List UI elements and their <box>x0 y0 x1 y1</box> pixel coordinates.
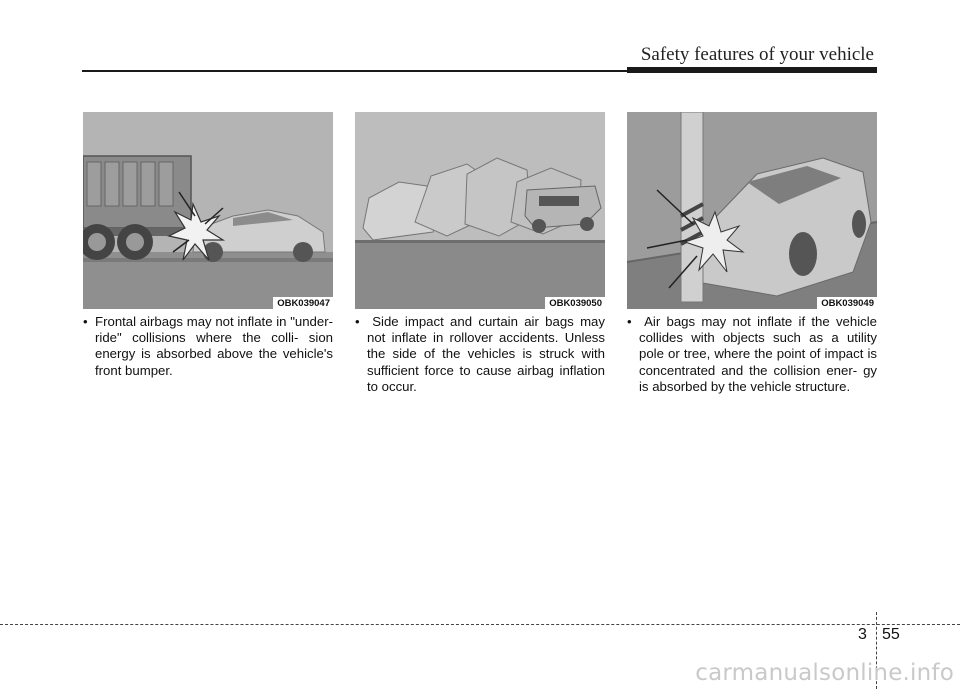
bullet-mark: • <box>355 314 360 329</box>
car-rollover-illustration <box>355 112 605 309</box>
bullet-text: Air bags may not inflate if the vehicle collides with objects such as a utility pole or tree, where the point of impact is concentrated and the collision ener- gy is absorbed by the vehicle structure. <box>639 314 877 394</box>
bullet-mark: • <box>627 314 632 329</box>
bullet-pole-collision <box>627 314 877 395</box>
footer-rule <box>0 624 960 625</box>
bullet-text: Side impact and curtain air bags may not inflate in rollover accidents. Unless the side of the vehicles is struck with sufficient force to cause airbag inflation to occur. <box>367 314 605 394</box>
figure-code-label: OBK039049 <box>817 297 877 309</box>
page-header-title: Safety features of your vehicle <box>640 44 874 65</box>
bullet-rollover <box>355 314 605 395</box>
page-number: 55 <box>882 626 900 643</box>
watermark-text: carmanualsonline.info <box>695 660 954 686</box>
car-underride-truck-illustration <box>83 112 333 309</box>
bullet-underride <box>83 314 333 379</box>
bullet-text: Frontal airbags may not inflate in "under-ride" collisions where the colli- sion energy is absorbed above the vehicle's front bumper. <box>95 314 334 378</box>
figure-rollover <box>355 112 605 309</box>
bullet-mark: • <box>83 314 88 329</box>
car-pole-collision-illustration <box>627 112 877 309</box>
page-chapter: 3 <box>858 626 867 643</box>
header-accent-bar <box>627 67 877 73</box>
figure-code-label: OBK039047 <box>273 297 333 309</box>
figure-code-label: OBK039050 <box>545 297 605 309</box>
figure-pole-collision <box>627 112 877 309</box>
figure-underride <box>83 112 333 309</box>
